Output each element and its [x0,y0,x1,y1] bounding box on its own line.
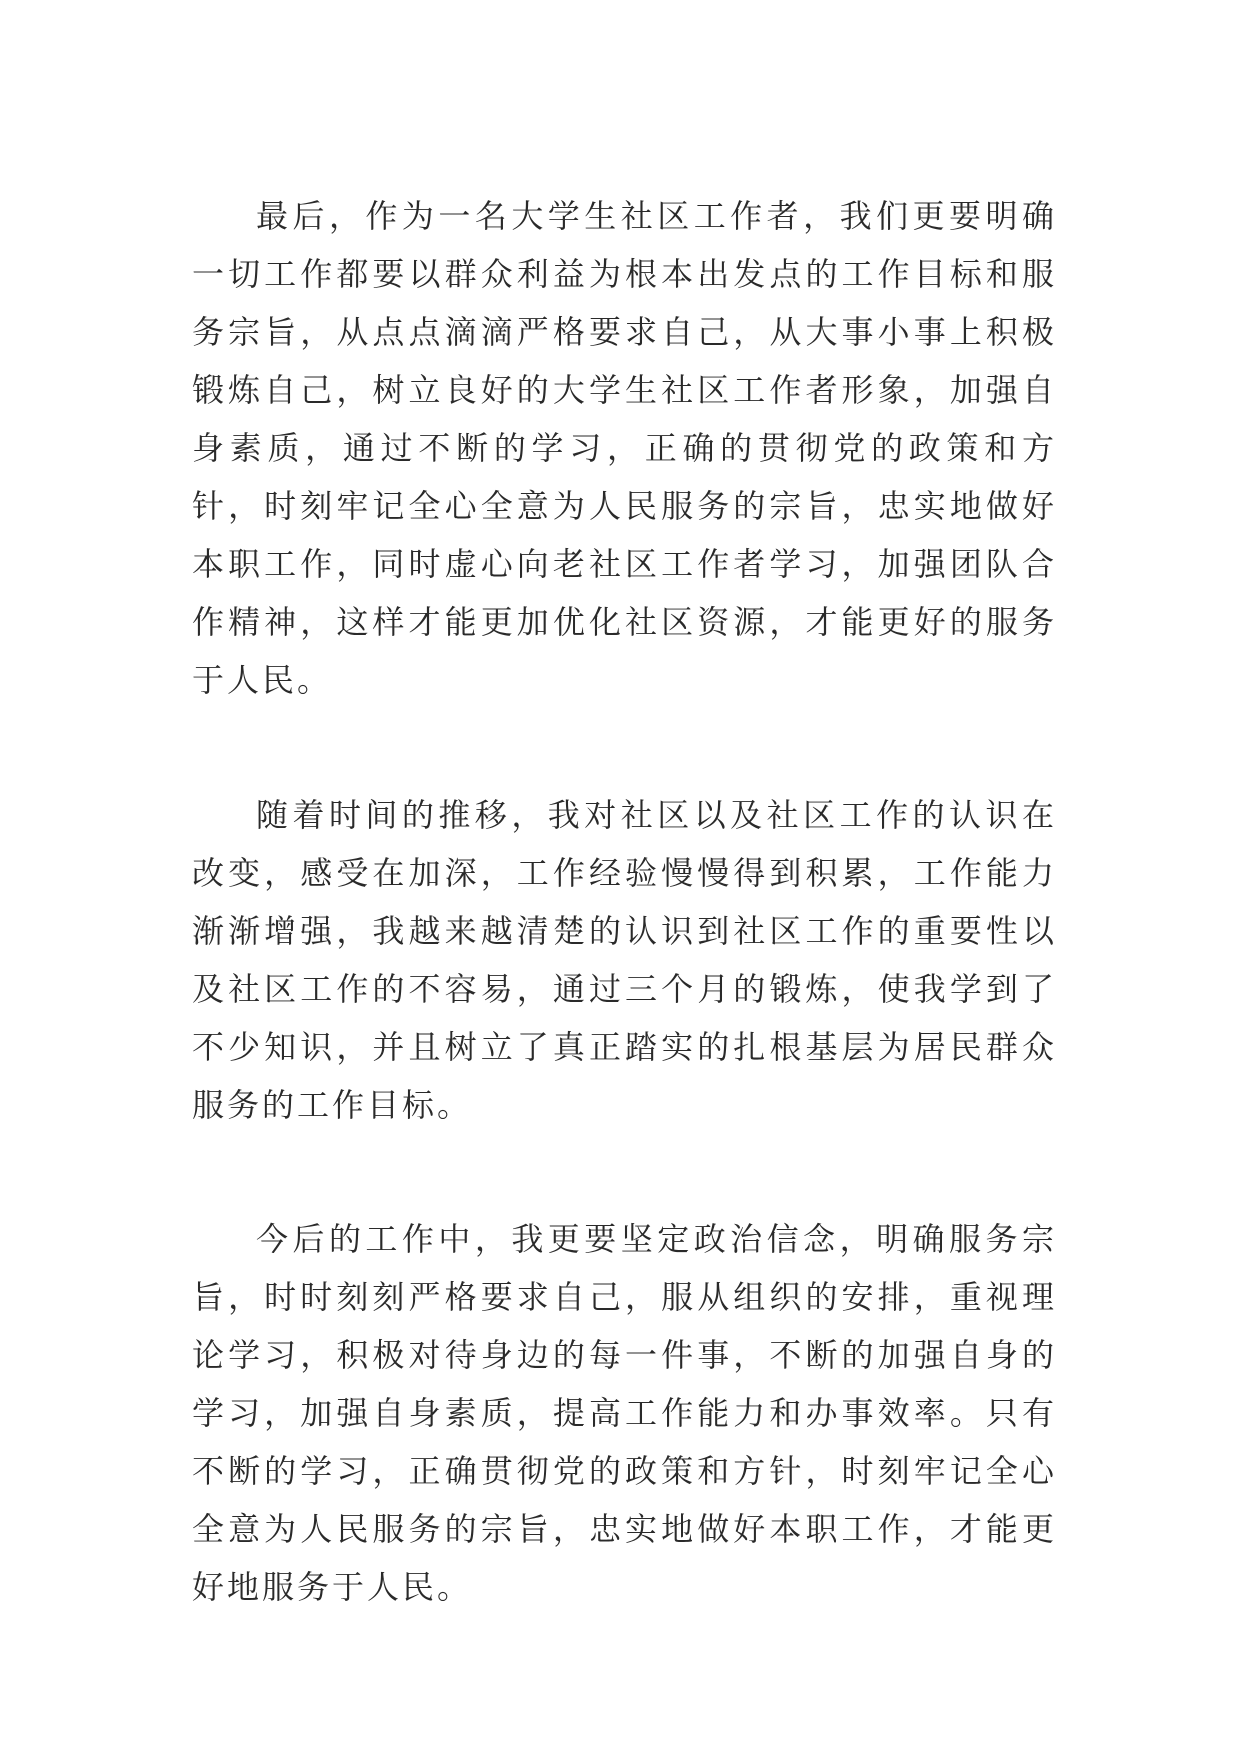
paragraph: 最后，作为一名大学生社区工作者，我们更要明确一切工作都要以群众利益为根本出发点的工作目标和服务宗旨，从点点滴滴严格要求自己，从大事小事上积极锻炼自己，树立良好的大学生社区工作者形象，加强自身素质，通过不断的学习，正确的贯彻党的政策和方针，时刻牢记全心全意为人民服务的宗旨，忠实地做好本职工作，同时虚心向老社区工作者学习，加强团队合作精神，这样才能更加优化社区资源，才能更好的服务于人民。 [192,197,1057,699]
paragraph: 随着时间的推移，我对社区以及社区工作的认识在改变，感受在加深，工作经验慢慢得到积累，工作能力渐渐增强，我越来越清楚的认识到社区工作的重要性以及社区工作的不容易，通过三个月的锻炼，使我学到了不少知识，并且树立了真正踏实的扎根基层为居民群众服务的工作目标。 [192,796,1057,1124]
paragraph: 今后的工作中，我更要坚定政治信念，明确服务宗旨，时时刻刻严格要求自己，服从组织的安排，重视理论学习，积极对待身边的每一件事，不断的加强自身的学习，加强自身素质，提高工作能力和办事效率。只有不断的学习，正确贯彻党的政策和方针，时刻牢记全心全意为人民服务的宗旨，忠实地做好本职工作，才能更好地服务于人民。 [192,1220,1057,1606]
